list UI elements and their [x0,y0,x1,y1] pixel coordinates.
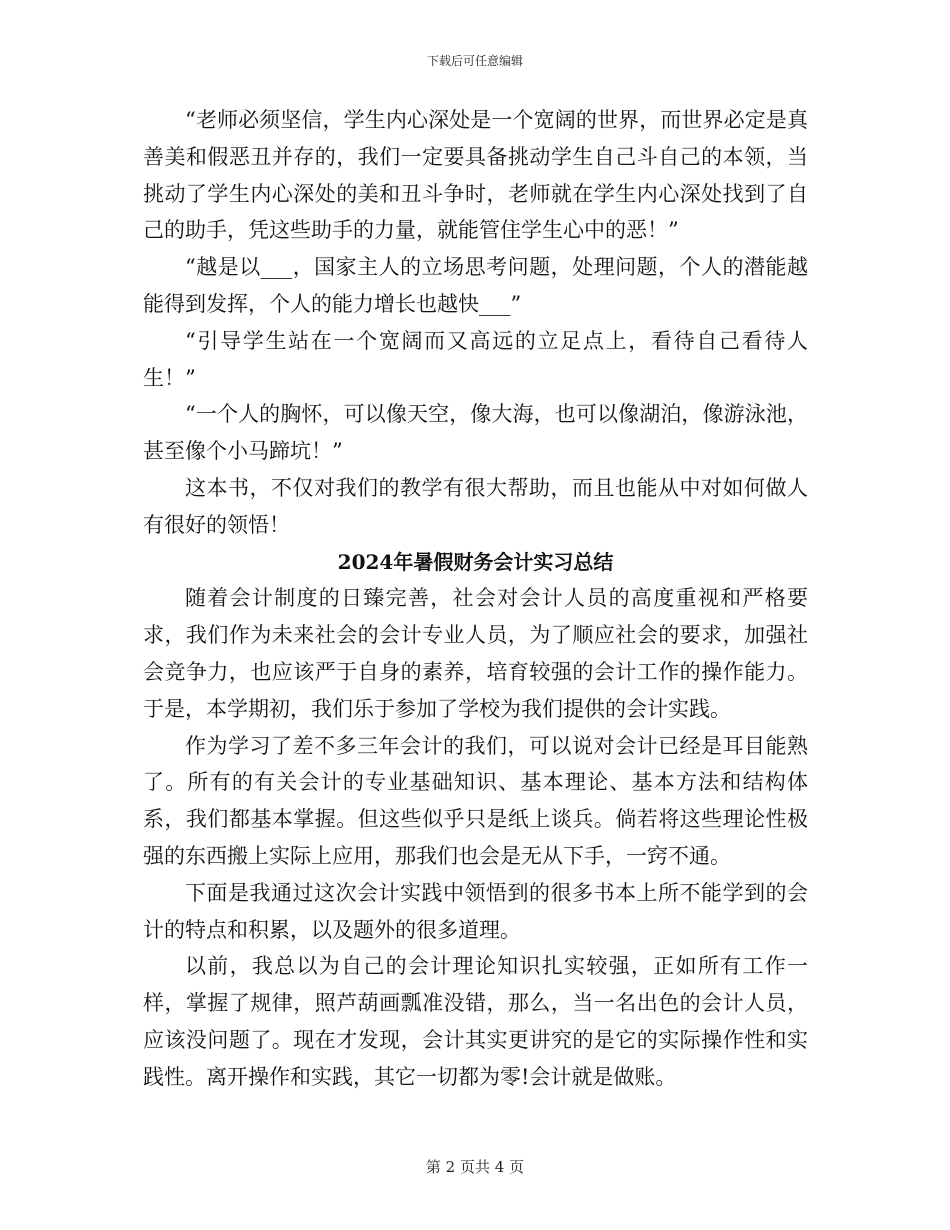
page-footer: 第 2 页共 4 页 [425,1158,525,1176]
body-paragraph-1: 随着会计制度的日臻完善，社会对会计人员的高度重视和严格要求，我们作为未来社会的会计专业人员，为了顺应社会的要求，加强社会竞争力，也应该严于自身的素养，培育较强的会计工作的操作能力。于是，本学期初，我们乐于参加了学校为我们提供的会计实践。 [143,586,808,721]
section-title: 2024年暑假财务会计实习总结 [337,549,614,574]
page-header: 下载后可任意编辑 [426,54,523,68]
document-body [143,102,808,1096]
body-paragraph-4: 以前，我总以为自己的会计理论知识扎实较强，正如所有工作一样，掌握了规律，照芦葫画瓢准没错，那么，当一名出色的会计人员，应该没问题了。现在才发现，会计其实更讲究的是它的实际操作性和实践性。离开操作和实践，其它一切都为零!会计就是做账。 [143,954,808,1089]
body-paragraph-3: 下面是我通过这次会计实践中领悟到的很多书本上所不能学到的会计的特点和积累，以及题外的很多道理。 [143,880,808,942]
quote-paragraph-4: “一个人的胸怀，可以像天空，像大海，也可以像湖泊，像游泳池，甚至像个小马蹄坑！” [143,402,808,464]
quote-paragraph-1: “老师必须坚信，学生内心深处是一个宽阔的世界，而世界必定是真善美和假恶丑并存的，我们一定要具备挑动学生自己斗自己的本领，当挑动了学生内心深处的美和丑斗争时，老师就在学生内心深处找到了自己的助手，凭这些助手的力量，就能管住学生心中的恶！” [143,108,808,243]
quote-paragraph-3: “引导学生站在一个宽阔而又高远的立足点上，看待自己看待人生！” [143,328,808,390]
body-paragraph-2: 作为学习了差不多三年会计的我们，可以说对会计已经是耳目能熟了。所有的有关会计的专业基础知识、基本理论、基本方法和结构体系，我们都基本掌握。但这些似乎只是纸上谈兵。倘若将这些理论性极强的东西搬上实际上应用，那我们也会是无从下手，一窍不通。 [143,733,808,868]
book-reflection-paragraph: 这本书，不仅对我们的教学有很大帮助，而且也能从中对如何做人有很好的领悟！ [143,475,808,537]
quote-paragraph-2: “越是以___，国家主人的立场思考问题，处理问题，个人的潜能越能得到发挥，个人的能力增长也越快___” [143,255,808,316]
